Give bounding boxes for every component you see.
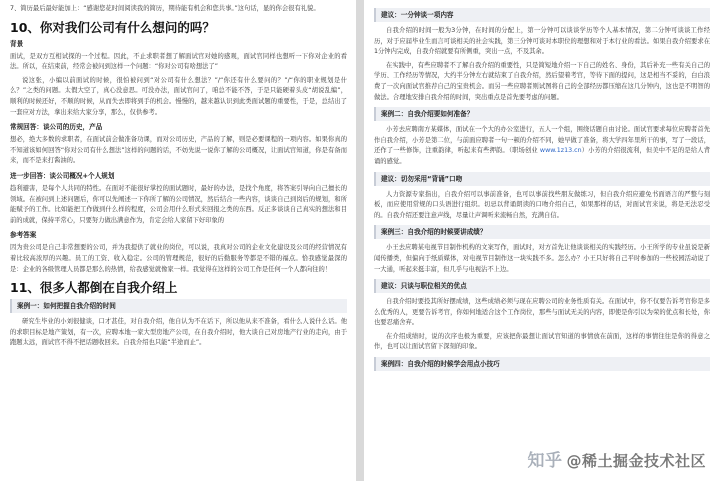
paragraph: 在介绍成绩时，说的次序也极为重要，应该把你最想让面试官知道的事情放在前面，这样的事情往往是你的得意之作，也可以让面试官留下深刻的印象。 [374, 332, 710, 351]
document-page-right [364, 0, 720, 481]
list-item-7: 7、简历最后最好能加上：“感谢您花时间阅读我的简历，期待能有机会和您共事。”这句话，显的你会很有礼貌。 [10, 5, 320, 12]
document-page-left [0, 0, 356, 481]
label-case-3: 案例三：自我介绍的时候要讲成绩？ [381, 228, 487, 237]
watermark-handle: @稀土掘金技术社区 [566, 452, 706, 470]
label-case-2: 案例二：自我介绍要如何准备？ [381, 110, 474, 119]
paragraph: 研究生毕业的小刘很健谈，口才甚佳，对自我介绍，他自认为不在话下，所以他从来不准备，看什么人说什么话。他的求职目标是地产策划，有一次，应聘本地一家大型房地产公司，在自我介绍时，他大谈自己对房地产行业的走向，由于跑题太远，面试官不得不把话题收回来。自我介绍也只能“半途而止”。 [10, 318, 347, 347]
watermark [527, 446, 706, 471]
heading-question-11: 11、很多人都倒在自我介绍上 [10, 280, 178, 296]
label-suggestion-3: 建议：只谈与职位相关的优点 [381, 282, 467, 291]
heading-question-10: 10、你对我们公司有什么想问的吗？ [10, 19, 215, 35]
paragraph: 说这张，小编以前面试的时候，很怕被问到“对公司有什么想法？”/“你还有什么要问的？”/“你的职业规划是什么？”之类的问题。太假大空了，真心没意思。可没办法，面试官问了，咱总不能不答，于是只能硬着头皮“胡说乱编”，顺利的时候还好，不顺的时候，从而失去即将到手的机会。慢慢的，越来越认识到此类面试题的重要性，于是，总结出了一套应对方法，拿出来给大家分享，那么，仅供参考。 [10, 76, 347, 116]
paragraph: 自我介绍时要投其所好摆成绩，这些成绩必须与现在应聘公司的业务性质有关。在面试中，你不仅要告诉考官你是多么优秀的人，更要告诉考官，你如何地适合这个工作岗位，那些与面试无关的内容，即使是你引以为荣的优点和长处，你也要忍痛舍弃。 [374, 298, 710, 327]
paragraph: 想必，绝大多数的求职者，在面试前会做准备功课，而对公司历史，产品的了解，则是必要课程的一项内容。如果你真的不知道该如何回答“你对公司有什么想法”这样的问题的话，不妨先说一说你了解的公司概况，让面试官知道，你是有备而来，而不是来打酱油的。 [10, 136, 347, 165]
label-common-answer: 常规回答：谈公司的历史，产品 [10, 123, 103, 132]
label-suggestion-2: 建议：切勿采用“背诵”口吻 [381, 174, 463, 183]
suggestion-box [374, 8, 710, 22]
label-case-4: 案例四：自我介绍的时候学会用点小技巧 [381, 360, 500, 369]
zhihu-logo: 知乎 [527, 451, 563, 471]
paragraph: 面试，是双方互相试探的一个过程。因此，不止求职者想了解面试官对她的感观，面试官同样也想听一下你对企业的看法。所以，在结束前，经常会被问到这样一个问题：“你对公司有啥想法了” [10, 52, 347, 71]
case-box [374, 107, 710, 121]
case-box [374, 357, 710, 371]
paragraph: 小王去应聘某电视节目制作机构的文案写作，面试时，对方首先让他谈谈相关的实践经历。小王所学的专业虽说是新闻传播类，但偏向于纸质媒体，对电视节目制作这一块实践不多。怎么办？小王只好将自己平时参加的一些校园活动说了一大通，听起来挺丰富，但几乎与电视沾不上边。 [374, 244, 710, 273]
suggestion-box [374, 279, 710, 293]
text: 小芳去应聘南方某媒体，面试在一个大的办公室进行，五人一个组，围绕话题自由讨论。面试官要求每位应聘者首先作自我介绍，小芳是第二位，与前面应聘者一句一顿的介绍不同，她早做了准备，将大学四年里所干的事，写了一段话，还作了一些修饰，注重韵律，听起来有些押韵。（职场创业 [374, 126, 710, 155]
source-link[interactable]: www.1z13.cn [539, 147, 582, 155]
paragraph: 因为贵公司是自己非常想要的公司，并为我提供了就业的岗位，可以说，我真对公司的企业文化建设及公司的经营情况有着比较高浓厚的兴趣。员工的工资、收入稳定。公司的管理规范，很好的后勤服务等都是不错的福点。恰我感觉最深的是：企业的各级管理人员都是那么的热情，给我感觉就像家一样。我觉得在这样的公司工作是任何一个人都向往的！ [10, 244, 347, 273]
label-suggestion-1: 建议：一分钟谈一项内容 [381, 11, 454, 19]
paragraph: 趋利避害，是每个人共同的特性。在面对不能很好掌控的面试题时，最好的办法，是找个角度，将答案引导向自己擅长的领域。在被问到上述问题后，你可以先阐述一下你所了解的公司情况，然后结合一些内容，谈谈自己到岗后的规划，和所能赋予的工作。比如能把工作做到什么样的程度，公司会用什么形式来回报之类的东西。反正多谈谈自己真实的想法和目前的成就，保持平常心，只要努力做出满意作为，肯定会给人家留下好印象的 [10, 184, 347, 224]
label-case-1: 案例一：如何把握自我介绍的时间 [17, 302, 116, 311]
paragraph [374, 125, 710, 167]
text: ）小芳的介绍很流利，但美中不足的是给人背诵的感觉。 [374, 147, 710, 165]
label-reference-answer: 参考答案 [10, 231, 37, 240]
suggestion-box [374, 172, 710, 186]
case-box [374, 225, 710, 239]
paragraph: 在实践中，有些应聘者不了解自我介绍的重要性，只是简短地介绍一下自己的姓名、身份，其后补充一些有关自己的学历、工作经历等情况，大约半分钟左右就结束了自我介绍，然后望着考官，等待下面的提问，这是相当不妥的，白白浪费了一次向面试官推荐自己的宝贵机会。而另一些应聘者则试图将自己的全部经历都压缩在这几分钟内，这也是不明智的做法。合理地安排自我介绍的时间，突出重点是首先要考虑的问题。 [374, 61, 710, 101]
paragraph: 自我介绍的时间一般为3分钟，在时间的分配上，第一分钟可以谈谈学历等个人基本情况，第二分钟可谈谈工作经历，对于应届毕业生而言可谈相关的社会实践，第三分钟可谈对本职位的理想和对于本行业的看法。如果自我介绍要求在1分钟内完成，自我介绍就要有所侧重，突出一点，不及其余。 [374, 27, 710, 56]
label-further-answer: 进一步回答：谈公司概况+个人规划 [10, 171, 115, 180]
label-background: 背景 [10, 39, 24, 48]
case-box [10, 299, 347, 313]
paragraph: 人力资源专家指出，自我介绍可以事前准备，也可以事前找些朋友做练习，但自我介绍应避免书面语言的严整与刻板，而应使用常规的口头语进行组织。切忌以背诵朗读的口吻介绍自己，如果那样的话，对面试官来说，将是无法忍受的。自我介绍还要注意声线，尽量让声调听来流畅自然，充满自信。 [374, 190, 710, 219]
